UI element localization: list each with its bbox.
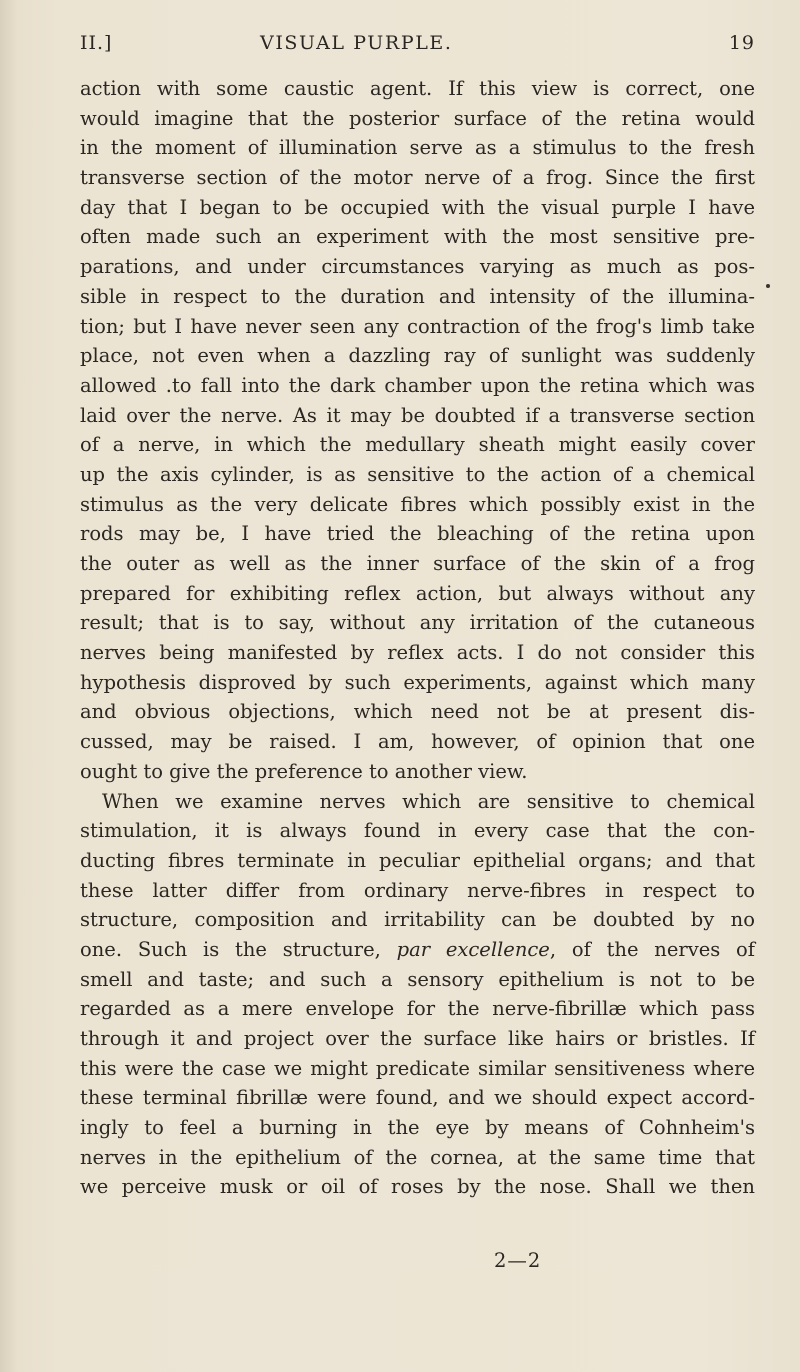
text-line: transverse section of the motor nerve of a frog. Since the first <box>80 166 755 190</box>
chapter-label: II.] <box>80 32 113 54</box>
ink-speck <box>766 284 770 288</box>
text-line: allowed .to fall into the dark chamber upon the retina which was <box>80 373 755 397</box>
text-line: stimulus as the very delicate fibres which possibly exist in the <box>80 492 755 516</box>
text-line: one. Such is the structure, par excellence, of the nerves of <box>80 937 755 961</box>
text-line: this were the case we might predicate similar sensitiveness where <box>80 1056 755 1080</box>
text-line: would imagine that the posterior surface of the retina would <box>80 106 755 130</box>
running-title: VISUAL PURPLE. <box>260 32 453 54</box>
text-line: often made such an experiment with the most sensitive pre- <box>80 225 755 249</box>
signature-mark: 2—2 <box>494 1249 542 1272</box>
text-line: these terminal fibrillæ were found, and we should expect accord- <box>80 1086 755 1110</box>
text-line: place, not even when a dazzling ray of sunlight was suddenly <box>80 344 755 368</box>
text-line: hypothesis disproved by such experiments, against which many <box>80 670 755 694</box>
text-line: cussed, may be raised. I am, however, of opinion that one <box>80 730 755 754</box>
text-line: in the moment of illumination serve as a stimulus to the fresh <box>80 136 755 160</box>
body-text <box>80 74 755 1202</box>
running-header <box>80 32 755 62</box>
text-line: smell and taste; and such a sensory epithelium is not to be <box>80 967 755 991</box>
text-line: regarded as a mere envelope for the nerve-fibrillæ which pass <box>80 997 755 1021</box>
text-line: day that I began to be occupied with the visual purple I have <box>80 195 755 219</box>
text-line: structure, composition and irritability can be doubted by no <box>80 908 755 932</box>
text-line: parations, and under circumstances varying as much as pos- <box>80 255 755 279</box>
text-line: and obvious objections, which need not be at present dis- <box>80 700 755 724</box>
text-line: laid over the nerve. As it may be doubted if a transverse section <box>80 403 755 427</box>
text-line: stimulation, it is always found in every case that the con- <box>80 819 755 843</box>
text-line: these latter differ from ordinary nerve-fibres in respect to <box>80 878 755 902</box>
text-line: nerves in the epithelium of the cornea, at the same time that <box>80 1145 755 1169</box>
text-line: action with some caustic agent. If this view is correct, one <box>80 77 755 100</box>
text-line: of a nerve, in which the medullary sheath might easily cover <box>80 433 755 457</box>
italic-phrase: par excellence <box>396 937 550 961</box>
text-line: sible in respect to the duration and intensity of the illumina- <box>80 284 755 308</box>
text-line: we perceive musk or oil of roses by the nose. Shall we then <box>80 1175 755 1199</box>
text-line: ingly to feel a burning in the eye by means of Cohnheim's <box>80 1116 755 1140</box>
text-line: through it and project over the surface like hairs or bristles. If <box>80 1027 755 1050</box>
page-number: 19 <box>728 32 755 54</box>
text-line: prepared for exhibiting reflex action, but always without any <box>80 581 755 605</box>
paragraph-start-line: When we examine nerves which are sensitive to chemical <box>102 789 755 813</box>
text-line: result; that is to say, without any irritation of the cutaneous <box>80 611 755 635</box>
text-line: the outer as well as the inner surface of the skin of a frog <box>80 552 755 575</box>
text-line: nerves being manifested by reflex acts. I do not consider this <box>80 641 755 665</box>
text-line: tion; but I have never seen any contraction of the frog's limb take <box>80 314 755 338</box>
text-line: ought to give the preference to another view. <box>80 759 528 783</box>
text-line: ducting fibres terminate in peculiar epithelial organs; and that <box>80 848 755 872</box>
text-line: up the axis cylinder, is as sensitive to the action of a chemical <box>80 462 755 486</box>
text-line: rods may be, I have tried the bleaching of the retina upon <box>80 522 755 546</box>
